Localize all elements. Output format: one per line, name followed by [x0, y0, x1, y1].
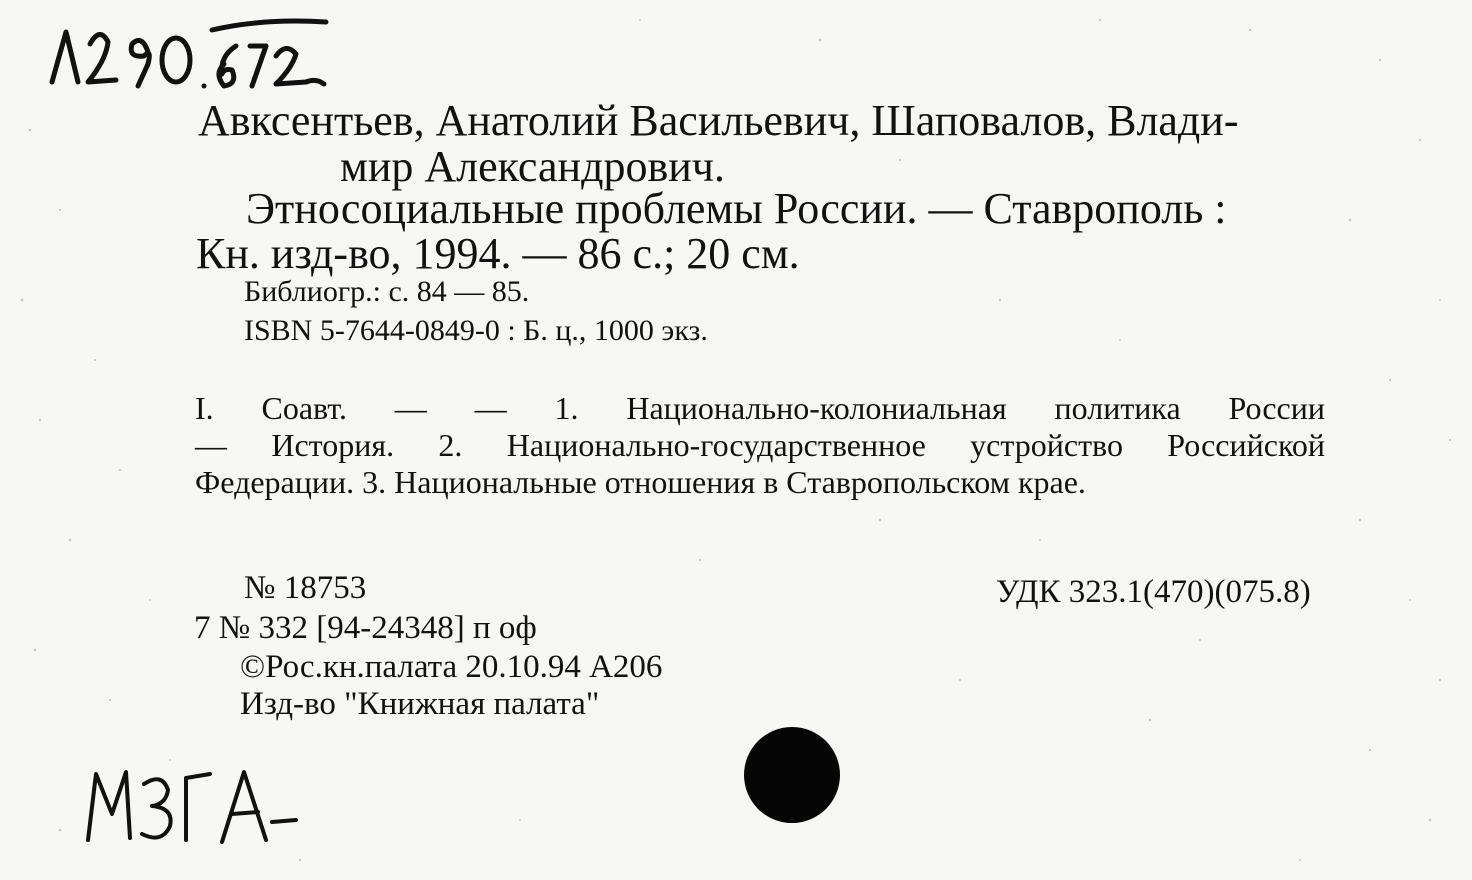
subject-line-1: I. Соавт. — — 1. Национально-колониальная политика России — [195, 390, 1325, 426]
subject-line-3: Федерации. 3. Национальные отношения в Ставропольском крае. — [195, 464, 1086, 500]
isbn-line: ISBN 5-7644-0849-0 : Б. ц., 1000 экз. — [244, 314, 708, 347]
order-line: 7 № 332 [94-24348] п оф — [194, 610, 537, 646]
title-line-1: Этносоциальные проблемы России. — Ставрополь : — [246, 184, 1227, 233]
punch-hole — [744, 727, 840, 823]
handwritten-inventory-number — [44, 12, 344, 96]
author-line-1: Авксентьев, Анатолий Васильевич, Шаповалов, Влади- — [198, 96, 1239, 145]
author-line-2: мир Александрович. — [340, 142, 725, 191]
record-number: № 18753 — [244, 570, 367, 606]
udc-classification: УДК 323.1(470)(075.8) — [996, 574, 1311, 610]
copyright-line: ©Рос.кн.палата 20.10.94 А206 — [240, 649, 663, 685]
handwritten-shelf-mark — [82, 760, 302, 852]
subject-line-2: — История. 2. Национально-государственное устройство Российской — [195, 427, 1325, 463]
title-line-2: Кн. изд-во, 1994. — 86 с.; 20 см. — [196, 229, 800, 278]
publisher-line: Изд-во "Книжная палата" — [240, 686, 600, 722]
bibliography-note: Библиогр.: с. 84 — 85. — [244, 275, 530, 308]
